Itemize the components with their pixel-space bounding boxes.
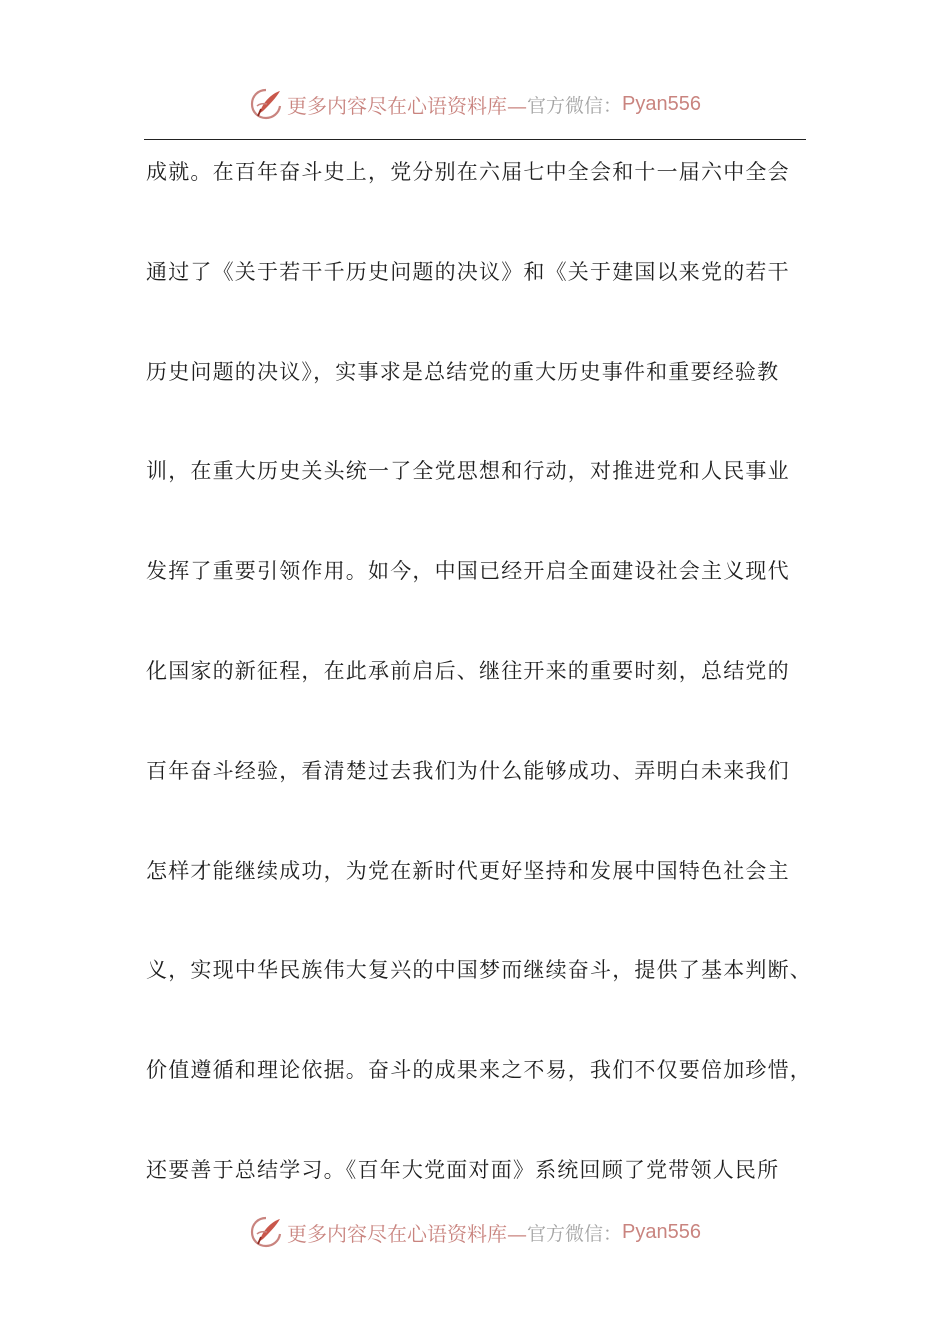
banner-wechat-id: Pyan556 bbox=[622, 1220, 701, 1243]
body-line: 百年奋斗经验，看清楚过去我们为什么能够成功、弄明白未来我们 bbox=[146, 758, 790, 783]
body-line: 价值遵循和理论依据。奋斗的成果来之不易，我们不仅要倍加珍惜， bbox=[146, 1058, 812, 1083]
body-line: 历史问题的决议》，实事求是总结党的重大历史事件和重要经验教 bbox=[146, 359, 780, 384]
body-line: 化国家的新征程，在此承前启后、继往开来的重要时刻，总结党的 bbox=[146, 658, 790, 683]
header-divider bbox=[144, 139, 806, 140]
banner-brand-text: 更多内容尽在心语资料库— bbox=[287, 1221, 527, 1246]
quill-pen-logo-icon bbox=[249, 87, 283, 121]
banner-wechat-id: Pyan556 bbox=[622, 92, 701, 115]
body-line: 怎样才能继续成功，为党在新时代更好坚持和发展中国特色社会主 bbox=[146, 858, 790, 883]
quill-pen-logo-icon bbox=[249, 1215, 283, 1249]
body-line: 还要善于总结学习。《百年大党面对面》系统回顾了党带领人民所 bbox=[146, 1157, 780, 1182]
banner-wechat-label: 官方微信： bbox=[527, 1222, 623, 1245]
footer-banner bbox=[0, 1212, 950, 1252]
banner-brand-text: 更多内容尽在心语资料库— bbox=[287, 93, 527, 118]
body-line: 义，实现中华民族伟大复兴的中国梦而继续奋斗，提供了基本判断、 bbox=[146, 958, 812, 983]
body-line: 发挥了重要引领作用。如今，中国已经开启全面建设社会主义现代 bbox=[146, 559, 790, 584]
body-line: 通过了《关于若干千历史问题的决议》和《关于建国以来党的若干 bbox=[146, 259, 790, 284]
header-banner bbox=[0, 84, 950, 124]
banner-wechat-label: 官方微信： bbox=[527, 94, 623, 117]
body-line: 成就。在百年奋斗史上，党分别在六届七中全会和十一届六中全会 bbox=[146, 160, 790, 184]
body-line: 训，在重大历史关头统一了全党思想和行动，对推进党和人民事业 bbox=[146, 459, 790, 484]
document-body bbox=[146, 150, 812, 1248]
